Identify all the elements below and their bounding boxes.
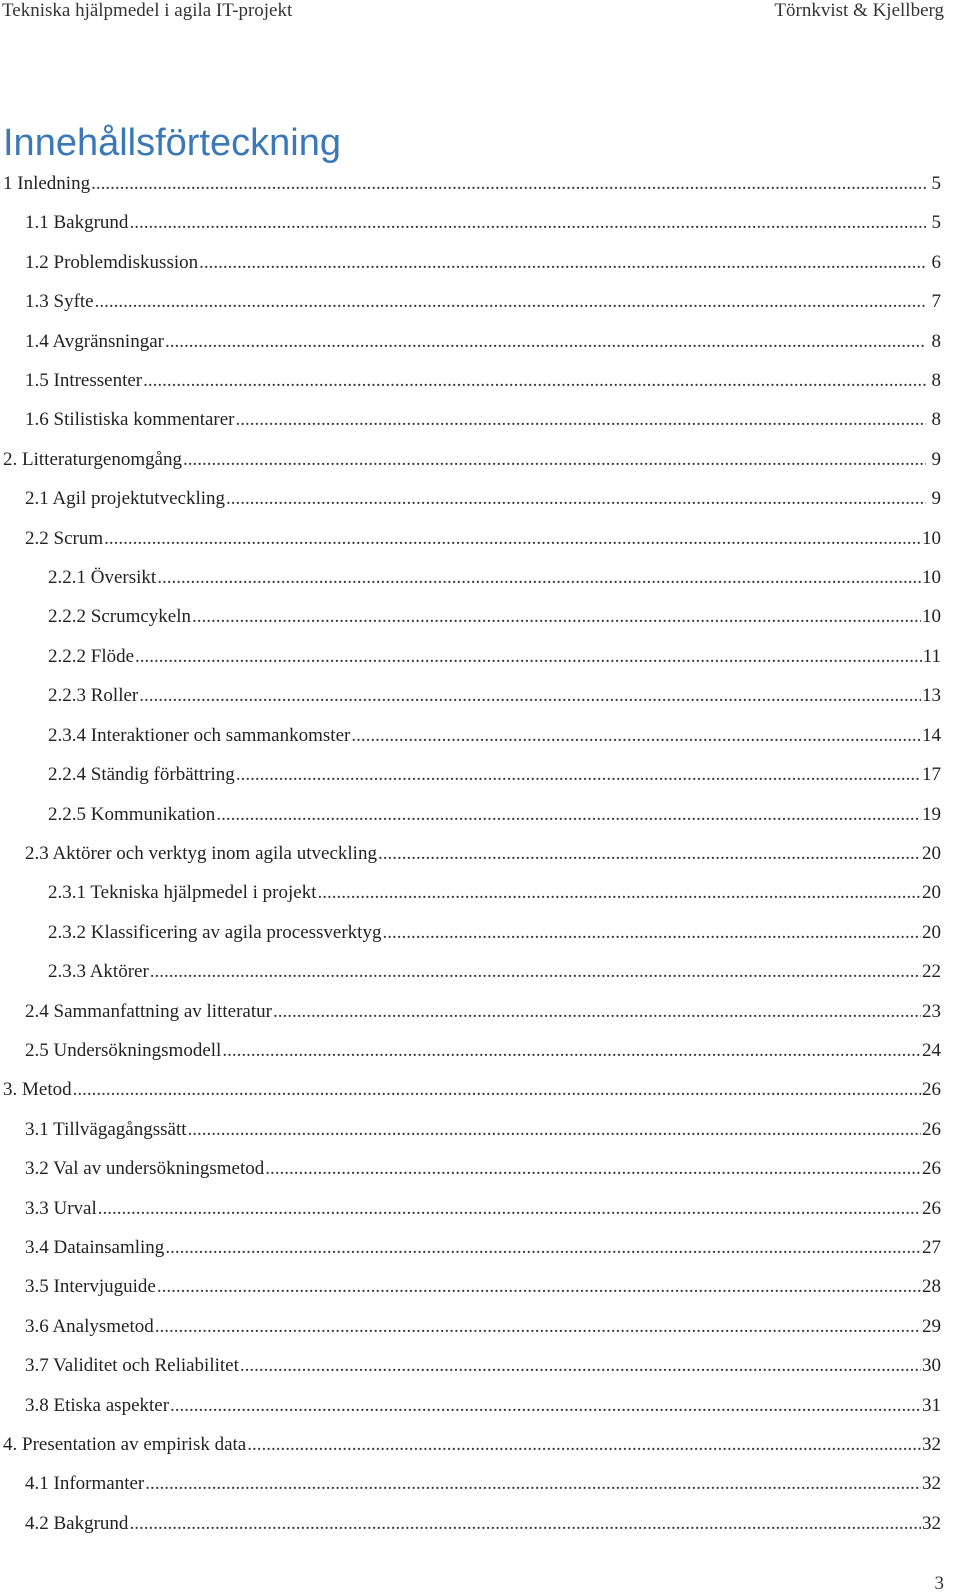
toc-entry[interactable]	[0, 1386, 960, 1425]
toc-entry[interactable]	[0, 164, 960, 203]
toc-dot-leader	[188, 1110, 921, 1149]
toc-entry-row	[25, 1149, 941, 1188]
toc-dot-leader	[165, 1228, 921, 1267]
toc-dot-leader	[143, 361, 926, 400]
toc-dot-leader	[318, 873, 922, 912]
toc-entry-title: 1.5 Intressenter	[25, 361, 143, 400]
toc-dot-leader	[247, 1425, 921, 1464]
toc-entry-row	[48, 637, 941, 676]
page-header	[2, 0, 944, 26]
toc-entry-title: 3. Metod	[3, 1070, 73, 1109]
toc-entry[interactable]	[0, 834, 960, 873]
toc-entry-page-number: 26	[922, 1118, 941, 1140]
toc-entry-title: 2.3.2 Klassificering av agila processverktyg	[48, 913, 382, 952]
toc-entry-page-number: 9	[931, 448, 941, 470]
toc-entry-row	[3, 164, 941, 203]
toc-entry-row	[48, 676, 941, 715]
toc-entry-page-number: 24	[922, 1039, 941, 1061]
toc-entry-page-number: 22	[922, 961, 941, 983]
toc-entry-page-number: 20	[922, 842, 941, 864]
toc-dot-leader	[382, 913, 921, 952]
toc-dot-leader	[145, 1464, 921, 1503]
toc-entry[interactable]	[0, 322, 960, 361]
toc-entry[interactable]	[0, 479, 960, 518]
toc-entry[interactable]	[0, 1504, 960, 1543]
toc-entry-row	[25, 322, 941, 361]
toc-entry-row	[25, 243, 941, 282]
toc-entry-page-number: 5	[931, 173, 941, 194]
toc-dot-leader	[265, 1149, 921, 1188]
toc-dot-leader	[192, 597, 921, 636]
toc-entry-page-number: 26	[922, 1079, 941, 1101]
toc-entry-page-number: 27	[922, 1236, 941, 1258]
toc-entry-row	[48, 795, 941, 834]
toc-dot-leader	[157, 1267, 921, 1306]
toc-entry-row	[25, 1228, 941, 1267]
toc-dot-leader	[273, 992, 921, 1031]
toc-entry-title: 2.2.2 Flöde	[48, 637, 135, 676]
toc-entry-title: 2.2 Scrum	[25, 519, 104, 558]
toc-entry-page-number: 32	[922, 1473, 941, 1495]
toc-entry[interactable]	[0, 361, 960, 400]
toc-entry-page-number: 26	[922, 1197, 941, 1219]
toc-entry[interactable]	[0, 992, 960, 1031]
toc-entry[interactable]	[0, 1228, 960, 1267]
toc-dot-leader	[157, 558, 921, 597]
toc-entry-row	[25, 992, 941, 1031]
toc-entry[interactable]	[0, 597, 960, 636]
toc-entry[interactable]	[0, 637, 960, 676]
toc-entry-row	[48, 913, 941, 952]
toc-entry-page-number: 14	[922, 724, 941, 746]
toc-entry-row	[25, 1464, 941, 1503]
toc-entry-title: 2.1 Agil projektutveckling	[25, 479, 226, 518]
toc-dot-leader	[222, 1031, 921, 1070]
toc-entry-row	[25, 1267, 941, 1306]
toc-entry-title: 2.3 Aktörer och verktyg inom agila utveckling	[25, 834, 378, 873]
toc-entry-title: 2.3.4 Interaktioner och sammankomster	[48, 716, 351, 755]
toc-entry-title: 2.2.2 Scrumcykeln	[48, 597, 192, 636]
toc-entry-page-number: 8	[931, 409, 941, 431]
toc-entry-title: 1 Inledning	[3, 164, 91, 203]
toc-entry-title: 1.2 Problemdiskussion	[25, 243, 199, 282]
toc-entry-row	[25, 400, 941, 439]
toc-entry-page-number: 11	[922, 645, 941, 667]
toc-entry[interactable]	[0, 755, 960, 794]
toc-entry[interactable]	[0, 282, 960, 321]
toc-entry-page-number: 29	[922, 1315, 941, 1337]
toc-entry-title: 3.7 Validitet och Reliabilitet	[25, 1346, 240, 1385]
toc-entry-page-number: 5	[931, 212, 941, 234]
toc-entry-row	[25, 519, 941, 558]
toc-dot-leader	[139, 676, 921, 715]
toc-entry-page-number: 20	[922, 882, 941, 904]
toc-entry-title: 4.1 Informanter	[25, 1464, 145, 1503]
toc-entry[interactable]	[0, 1110, 960, 1149]
toc-entry-row	[3, 1070, 941, 1109]
toc-entry-title: 2.3.3 Aktörer	[48, 952, 150, 991]
toc-entry-page-number: 32	[922, 1512, 941, 1534]
toc-entry-page-number: 31	[922, 1394, 941, 1416]
toc-entry[interactable]	[0, 243, 960, 282]
toc-dot-leader	[226, 479, 926, 518]
toc-dot-leader	[236, 400, 926, 439]
toc-entry-title: 2. Litteraturgenomgång	[3, 440, 183, 479]
toc-entry-title: 1.4 Avgränsningar	[25, 322, 165, 361]
toc-dot-leader	[351, 716, 921, 755]
toc-dot-leader	[95, 282, 926, 321]
toc-entry-page-number: 26	[922, 1158, 941, 1180]
toc-entry[interactable]	[0, 203, 960, 242]
toc-dot-leader	[378, 834, 921, 873]
toc-entry-title: 2.2.5 Kommunikation	[48, 795, 216, 834]
toc-entry-page-number: 13	[922, 685, 941, 707]
toc-entry-row	[25, 282, 941, 321]
toc-entry-page-number: 10	[922, 527, 941, 549]
toc-dot-leader	[236, 755, 921, 794]
toc-entry-page-number: 7	[931, 291, 941, 313]
toc-entry-page-number: 6	[931, 251, 941, 273]
toc-entry[interactable]	[0, 1425, 960, 1464]
toc-entry-page-number: 9	[931, 488, 941, 510]
toc-entry-row	[25, 1346, 941, 1385]
header-document-title: Tekniska hjälpmedel i agila IT-projekt	[2, 0, 293, 21]
toc-entry[interactable]	[0, 913, 960, 952]
header-authors: Törnkvist & Kjellberg	[774, 0, 944, 21]
toc-entry-row	[25, 1110, 941, 1149]
toc-entry-row	[25, 479, 941, 518]
toc-dot-leader	[150, 952, 921, 991]
toc-entry-row	[25, 1504, 941, 1543]
toc-entry[interactable]	[0, 1464, 960, 1503]
toc-heading: Innehållsförteckning	[3, 122, 341, 164]
toc-entry-page-number: 20	[922, 921, 941, 943]
toc-dot-leader	[129, 203, 926, 242]
table-of-contents	[0, 164, 960, 1543]
toc-entry-page-number: 32	[922, 1434, 941, 1455]
toc-entry-title: 1.6 Stilistiska kommentarer	[25, 400, 236, 439]
toc-entry-row	[25, 1189, 941, 1228]
toc-entry-row	[48, 952, 941, 991]
toc-entry-title: 2.2.4 Ständig förbättring	[48, 755, 236, 794]
toc-dot-leader	[199, 243, 926, 282]
toc-entry[interactable]	[0, 1267, 960, 1306]
toc-entry[interactable]	[0, 440, 960, 479]
toc-entry-page-number: 10	[922, 606, 941, 628]
toc-entry-title: 1.1 Bakgrund	[25, 203, 129, 242]
toc-entry-page-number: 30	[922, 1355, 941, 1377]
toc-dot-leader	[240, 1346, 921, 1385]
toc-dot-leader	[216, 795, 921, 834]
toc-entry[interactable]	[0, 1149, 960, 1188]
toc-entry-title: 1.3 Syfte	[25, 282, 95, 321]
toc-entry-row	[25, 361, 941, 400]
toc-entry-page-number: 19	[922, 803, 941, 825]
toc-dot-leader	[98, 1189, 921, 1228]
toc-dot-leader	[155, 1307, 921, 1346]
toc-entry-title: 4. Presentation av empirisk data	[3, 1425, 247, 1464]
toc-entry-title: 3.1 Tillvägagångssätt	[25, 1110, 188, 1149]
toc-entry-row	[48, 716, 941, 755]
toc-entry-page-number: 23	[922, 1000, 941, 1022]
toc-entry[interactable]	[0, 1189, 960, 1228]
toc-entry[interactable]	[0, 1070, 960, 1109]
toc-entry-page-number: 17	[922, 764, 941, 786]
toc-entry-title: 2.3.1 Tekniska hjälpmedel i projekt	[48, 873, 318, 912]
toc-entry-row	[3, 1425, 941, 1464]
toc-entry[interactable]	[0, 1031, 960, 1070]
toc-entry-page-number: 8	[931, 330, 941, 352]
toc-dot-leader	[73, 1070, 921, 1109]
toc-entry[interactable]	[0, 676, 960, 715]
toc-entry-row	[48, 597, 941, 636]
toc-entry-title: 4.2 Bakgrund	[25, 1504, 129, 1543]
page-number: 3	[934, 1573, 944, 1594]
toc-dot-leader	[135, 637, 922, 676]
toc-entry-row	[3, 440, 941, 479]
toc-entry-title: 3.5 Intervjuguide	[25, 1267, 157, 1306]
toc-entry-row	[48, 873, 941, 912]
toc-dot-leader	[183, 440, 926, 479]
toc-entry-title: 2.5 Undersökningsmodell	[25, 1031, 222, 1070]
toc-dot-leader	[129, 1504, 921, 1543]
toc-entry-title: 3.2 Val av undersökningsmetod	[25, 1149, 265, 1188]
toc-entry[interactable]	[0, 716, 960, 755]
toc-entry[interactable]	[0, 1307, 960, 1346]
toc-entry-page-number: 28	[922, 1276, 941, 1298]
toc-entry-title: 3.6 Analysmetod	[25, 1307, 155, 1346]
toc-entry[interactable]	[0, 558, 960, 597]
toc-entry-page-number: 10	[922, 567, 941, 589]
toc-dot-leader	[104, 519, 921, 558]
toc-entry-row	[25, 203, 941, 242]
toc-dot-leader	[170, 1386, 921, 1425]
toc-entry[interactable]	[0, 400, 960, 439]
toc-entry[interactable]	[0, 873, 960, 912]
toc-entry-page-number: 8	[931, 370, 941, 392]
toc-entry-row	[25, 1386, 941, 1425]
toc-entry-row	[48, 558, 941, 597]
toc-dot-leader	[91, 164, 926, 203]
toc-entry-title: 3.3 Urval	[25, 1189, 98, 1228]
toc-entry[interactable]	[0, 519, 960, 558]
toc-entry-row	[48, 755, 941, 794]
toc-entry[interactable]	[0, 1346, 960, 1385]
toc-entry-title: 3.8 Etiska aspekter	[25, 1386, 170, 1425]
toc-dot-leader	[165, 322, 926, 361]
toc-entry-row	[25, 1031, 941, 1070]
toc-entry-title: 2.2.3 Roller	[48, 676, 139, 715]
toc-entry-title: 2.2.1 Översikt	[48, 558, 157, 597]
toc-entry-title: 2.4 Sammanfattning av litteratur	[25, 992, 273, 1031]
toc-entry[interactable]	[0, 952, 960, 991]
toc-entry-title: 3.4 Datainsamling	[25, 1228, 165, 1267]
toc-entry-row	[25, 834, 941, 873]
toc-entry[interactable]	[0, 795, 960, 834]
toc-entry-row	[25, 1307, 941, 1346]
